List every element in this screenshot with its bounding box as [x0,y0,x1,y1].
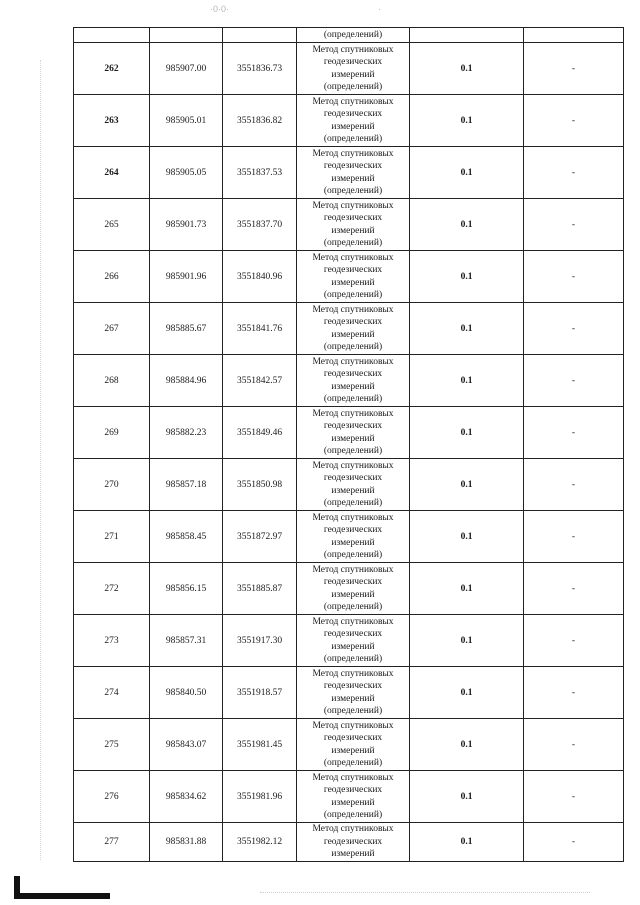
cell-note: - [524,459,624,511]
method-line: геодезических [323,265,383,275]
cell-y: 3551836.73 [223,43,297,95]
method-line: геодезических [323,213,383,223]
cell-accuracy: 0.1 [410,615,524,667]
cell-note: - [524,667,624,719]
cell-accuracy: 0.1 [410,147,524,199]
cell-note: - [524,719,624,771]
method-line: геодезических [323,525,383,535]
method-line: геодезических [323,57,383,67]
cell-y: 3551981.45 [223,719,297,771]
cell-y: 3551840.96 [223,251,297,303]
cell-note: - [524,771,624,823]
cell-accuracy: 0.1 [410,355,524,407]
cell-method [297,459,410,511]
cell-note: - [524,147,624,199]
method-line: Метод спутниковых [312,772,394,783]
method-line: (определений) [323,394,383,404]
cell-x: 985856.15 [150,563,223,615]
cell-x: 985857.31 [150,615,223,667]
scan-corner-mark [14,893,110,899]
cell-method [297,615,410,667]
cell-method [297,147,410,199]
cell-method [297,563,410,615]
method-line: измерений [331,641,375,652]
cell-y [223,28,297,43]
method-line: измерений [331,693,375,704]
cell-number: 268 [74,355,150,407]
cell-accuracy: 0.1 [410,771,524,823]
method-line: Метод спутниковых [312,512,394,523]
cell-y: 3551981.96 [223,771,297,823]
cell-accuracy: 0.1 [410,511,524,563]
cell-accuracy: 0.1 [410,667,524,719]
method-line: (определений) [323,134,383,144]
cell-y: 3551918.57 [223,667,297,719]
table-row [74,147,624,199]
cell-x: 985882.23 [150,407,223,459]
cell-y: 3551982.12 [223,823,297,862]
method-line: (определений) [323,342,383,352]
method-line: измерений [331,797,375,808]
table-row [74,95,624,147]
cell-method [297,199,410,251]
method-line: Метод спутниковых [312,200,394,211]
cell-number: 275 [74,719,150,771]
cell-number: 277 [74,823,150,862]
cell-x: 985858.45 [150,511,223,563]
method-line: измерений [331,121,375,132]
cell-note: - [524,823,624,862]
method-line: измерений [331,329,375,340]
method-line: геодезических [323,317,383,327]
method-line: измерений [331,589,375,600]
method-line: (определений) [323,602,383,612]
cell-number: 262 [74,43,150,95]
method-line: измерений [331,537,375,548]
cell-y: 3551850.98 [223,459,297,511]
cell-method [297,303,410,355]
method-line: геодезических [323,629,383,639]
cell-note: - [524,615,624,667]
table-row [74,43,624,95]
cell-method [297,823,410,862]
method-line: (определений) [323,810,383,820]
method-line: геодезических [323,681,383,691]
table-row-continuation [74,28,624,43]
method-line: Метод спутниковых [312,720,394,731]
cell-y: 3551841.76 [223,303,297,355]
cell-x: 985901.96 [150,251,223,303]
table-row [74,407,624,459]
method-line: измерений [331,381,375,392]
method-line: Метод спутниковых [312,824,394,834]
cell-number: 269 [74,407,150,459]
method-line: (определений) [323,706,383,716]
method-line: Метод спутниковых [312,564,394,575]
method-line: измерений [331,69,375,80]
method-line: геодезических [323,109,383,119]
cell-number: 264 [74,147,150,199]
cell-method [297,667,410,719]
cell-number: 266 [74,251,150,303]
cell-method [297,251,410,303]
method-line: (определений) [323,446,383,456]
table-row [74,251,624,303]
cell-x: 985905.01 [150,95,223,147]
cell-x: 985857.18 [150,459,223,511]
cell-number [74,28,150,43]
cell-accuracy: 0.1 [410,823,524,862]
scan-header-mark: · [378,4,381,14]
cell-number: 270 [74,459,150,511]
coordinates-table [73,27,624,862]
cell-note: - [524,511,624,563]
method-line: геодезических [323,369,383,379]
cell-method [297,355,410,407]
cell-y: 3551849.46 [223,407,297,459]
method-line: (определений) [323,82,383,92]
cell-number: 272 [74,563,150,615]
method-line: Метод спутниковых [312,408,394,419]
cell-x: 985901.73 [150,199,223,251]
method-line: геодезических [323,161,383,171]
method-line: измерений [331,173,375,184]
cell-note: - [524,407,624,459]
table-row [74,459,624,511]
cell-number: 265 [74,199,150,251]
cell-method: (определений) [297,28,410,43]
cell-number: 271 [74,511,150,563]
cell-y: 3551837.70 [223,199,297,251]
method-line: измерений [331,745,375,756]
cell-method [297,43,410,95]
table-row [74,615,624,667]
cell-y: 3551837.53 [223,147,297,199]
method-line: Метод спутниковых [312,252,394,263]
method-line: (определений) [323,550,383,560]
cell-method [297,407,410,459]
cell-x: 985885.67 [150,303,223,355]
table-row [74,719,624,771]
method-line: измерений [331,849,375,859]
method-line: (определений) [323,186,383,196]
cell-accuracy: 0.1 [410,407,524,459]
cell-x: 985840.50 [150,667,223,719]
method-line: Метод спутниковых [312,668,394,679]
cell-x: 985834.62 [150,771,223,823]
method-line: Метод спутниковых [312,96,394,107]
cell-y: 3551885.87 [223,563,297,615]
cell-note: - [524,355,624,407]
table-row [74,771,624,823]
cell-accuracy [410,28,524,43]
scan-bottom-dots [260,892,590,894]
method-line: (определений) [323,758,383,768]
cell-note: - [524,303,624,355]
table-row [74,511,624,563]
method-line: Метод спутниковых [312,460,394,471]
table-row [74,667,624,719]
cell-accuracy: 0.1 [410,199,524,251]
method-line: Метод спутниковых [312,616,394,627]
cell-number: 276 [74,771,150,823]
coordinates-table-body [74,28,624,862]
method-line: геодезических [323,421,383,431]
cell-number: 263 [74,95,150,147]
cell-method [297,95,410,147]
cell-note: - [524,43,624,95]
method-line: Метод спутниковых [312,356,394,367]
scan-header-mark: ·0·0· [210,4,230,14]
method-line: (определений) [323,498,383,508]
method-line: измерений [331,225,375,236]
cell-accuracy: 0.1 [410,95,524,147]
method-line: измерений [331,433,375,444]
cell-x: 985884.96 [150,355,223,407]
method-line: геодезических [323,785,383,795]
cell-accuracy: 0.1 [410,251,524,303]
method-line: Метод спутниковых [312,304,394,315]
cell-accuracy: 0.1 [410,43,524,95]
cell-note [524,28,624,43]
cell-accuracy: 0.1 [410,303,524,355]
table-row [74,303,624,355]
cell-x: 985831.88 [150,823,223,862]
method-line: Метод спутниковых [312,148,394,159]
cell-number: 274 [74,667,150,719]
table-row [74,355,624,407]
cell-y: 3551842.57 [223,355,297,407]
cell-accuracy: 0.1 [410,459,524,511]
cell-method [297,719,410,771]
method-line: измерений [331,277,375,288]
cell-note: - [524,251,624,303]
cell-note: - [524,563,624,615]
cell-accuracy: 0.1 [410,719,524,771]
method-line: геодезических [323,473,383,483]
method-line: измерений [331,485,375,496]
cell-number: 273 [74,615,150,667]
method-line: Метод спутниковых [312,44,394,55]
cell-y: 3551917.30 [223,615,297,667]
method-line: (определений) [323,290,383,300]
cell-note: - [524,199,624,251]
table-row [74,823,624,862]
table-row [74,199,624,251]
cell-y: 3551836.82 [223,95,297,147]
table-row [74,563,624,615]
cell-number: 267 [74,303,150,355]
method-line: геодезических [323,836,383,847]
cell-y: 3551872.97 [223,511,297,563]
method-line: геодезических [323,733,383,743]
method-line: (определений) [323,654,383,664]
cell-x: 985843.07 [150,719,223,771]
cell-note: - [524,95,624,147]
cell-x: 985907.00 [150,43,223,95]
method-line: (определений) [323,238,383,248]
scan-margin-dots [40,60,43,860]
cell-method [297,771,410,823]
method-line: геодезических [323,577,383,587]
cell-x [150,28,223,43]
cell-x: 985905.05 [150,147,223,199]
cell-accuracy: 0.1 [410,563,524,615]
cell-method [297,511,410,563]
